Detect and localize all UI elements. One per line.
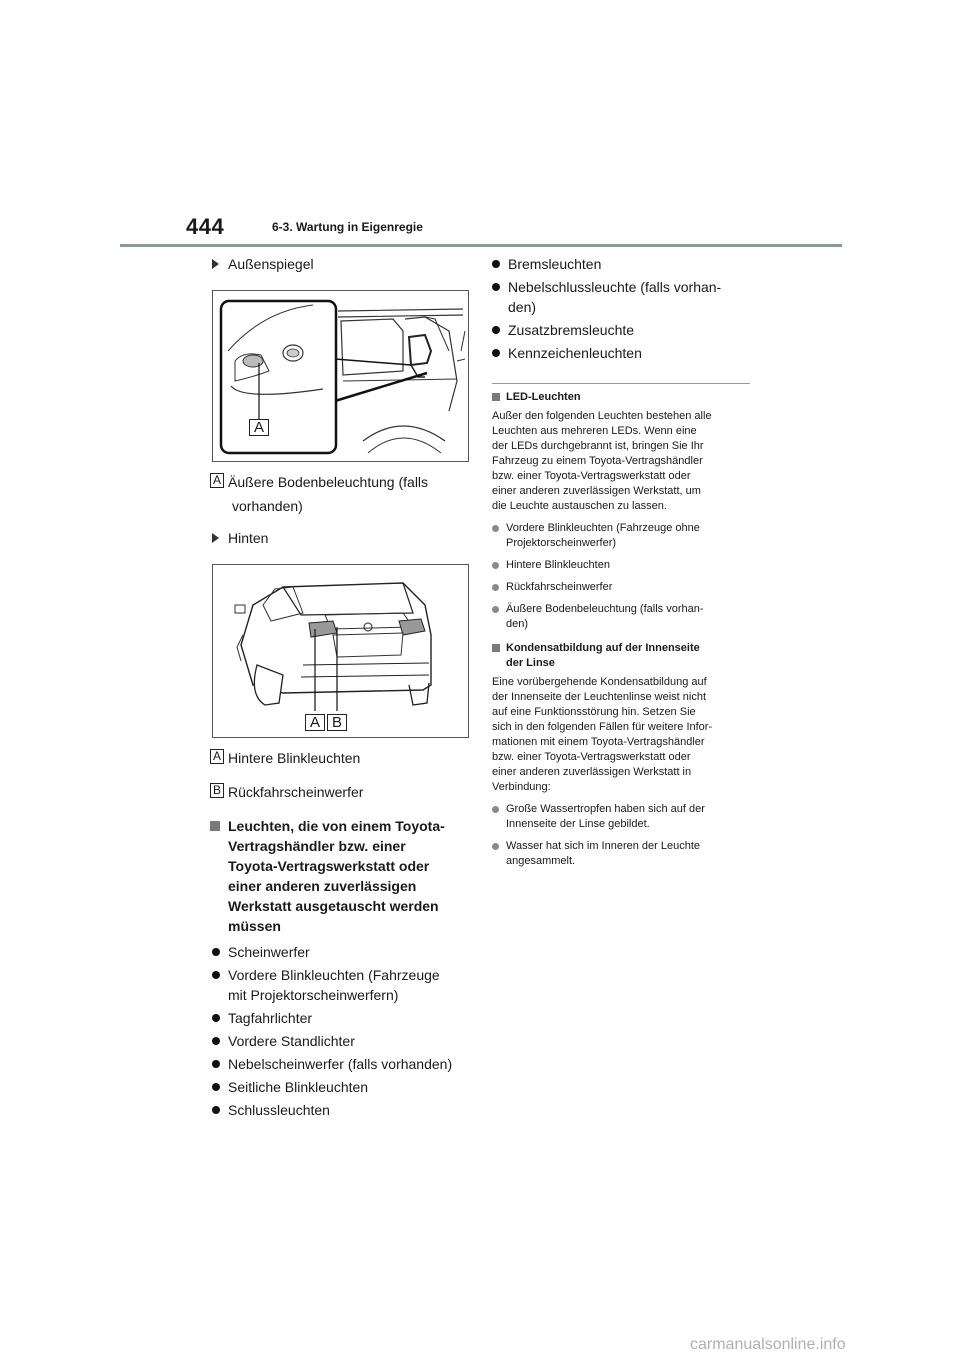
heading-line: Leuchten, die von einem Toyota- bbox=[228, 818, 445, 834]
square-bullet-icon bbox=[492, 393, 500, 401]
list-item-text: angesammelt. bbox=[506, 855, 576, 867]
paragraph-line: Leuchten aus mehreren LEDs. Wenn eine bbox=[492, 425, 697, 437]
label-text: Äußere Bodenbeleuchtung (falls bbox=[228, 474, 429, 490]
bullet-dot-icon bbox=[212, 1106, 220, 1114]
paragraph-line: mationen mit einem Toyota-Vertragshändler bbox=[492, 736, 705, 748]
rear-car-illustration bbox=[212, 564, 469, 738]
heading-line: müssen bbox=[228, 918, 281, 934]
list-item bbox=[490, 343, 755, 363]
list-item-text: Nebelscheinwerfer (falls vorhanden) bbox=[228, 1056, 453, 1072]
label-row-b2 bbox=[210, 780, 472, 804]
led-paragraph bbox=[492, 409, 755, 514]
list-item-text: Seitliche Blinkleuchten bbox=[228, 1079, 369, 1095]
bullet-dot-icon bbox=[212, 1060, 220, 1068]
bullet-dot-icon bbox=[492, 562, 499, 569]
list-item-text: Vordere Standlichter bbox=[228, 1033, 355, 1049]
list-item-text: Wasser hat sich im Inneren der Leuchte bbox=[506, 840, 701, 852]
list-item-text: Große Wassertropfen haben sich auf der bbox=[506, 803, 705, 815]
list-item bbox=[210, 1031, 472, 1051]
bullet-dot-icon bbox=[212, 1037, 220, 1045]
bullet-dot-icon bbox=[492, 283, 500, 291]
list-item bbox=[492, 558, 755, 573]
label-box-b: B bbox=[210, 783, 224, 798]
list-item-text: Vordere Blinkleuchten (Fahrzeuge ohne bbox=[506, 522, 700, 534]
paragraph-line: sich in den folgenden Fällen für weitere Infor- bbox=[492, 721, 713, 733]
heading-line: einer anderen zuverlässigen bbox=[228, 878, 417, 894]
list-item bbox=[210, 965, 472, 1005]
callout-a: A bbox=[249, 419, 269, 436]
list-item bbox=[490, 254, 755, 274]
bullet-dot-icon bbox=[492, 326, 500, 334]
bullet-dot-icon bbox=[492, 525, 499, 532]
bullet-dot-icon bbox=[492, 349, 500, 357]
list-item bbox=[210, 1100, 472, 1120]
label-box-a: A bbox=[210, 749, 224, 764]
paragraph-line: Fahrzeug zu einem Toyota-Vertragshändler bbox=[492, 455, 703, 467]
list-item-text: Innenseite der Linse gebildet. bbox=[506, 818, 650, 830]
label-text: Rückfahrscheinwerfer bbox=[228, 784, 364, 800]
list-item-text: Vordere Blinkleuchten (Fahrzeuge bbox=[228, 967, 440, 983]
list-item bbox=[492, 580, 755, 595]
bullet-dot-icon bbox=[212, 1083, 220, 1091]
label-row-a1 bbox=[210, 470, 472, 494]
watermark: carmanualsonline.info bbox=[690, 1336, 846, 1353]
triangle-bullet-icon bbox=[212, 533, 219, 543]
paragraph-line: Verbindung: bbox=[492, 781, 551, 793]
label-box-a: A bbox=[210, 473, 224, 488]
list-item-text: Kennzeichenleuchten bbox=[508, 345, 642, 361]
bullet-dot-icon bbox=[212, 971, 220, 979]
heading-text: LED-Leuchten bbox=[506, 391, 581, 403]
list-item-text: Tagfahrlichter bbox=[228, 1010, 313, 1026]
list-item-text: Scheinwerfer bbox=[228, 944, 310, 960]
list-item-text: Bremsleuchten bbox=[508, 256, 602, 272]
paragraph-line: Eine vorübergehende Kondensatbildung auf bbox=[492, 676, 707, 688]
list-item-text: den) bbox=[508, 299, 537, 315]
list-item-text: mit Projektorscheinwerfern) bbox=[228, 987, 399, 1003]
bullet-dot-icon bbox=[212, 948, 220, 956]
list-item bbox=[490, 320, 755, 340]
bullet-dot-icon bbox=[492, 606, 499, 613]
kondensat-paragraph bbox=[492, 675, 755, 795]
page-number: 444 bbox=[186, 214, 225, 239]
callout-b: B bbox=[327, 714, 347, 731]
paragraph-line: bzw. einer Toyota-Vertragswerkstatt oder bbox=[492, 751, 691, 763]
heading-text: der Linse bbox=[506, 657, 555, 669]
triangle-bullet-icon bbox=[212, 259, 219, 269]
subsection-label: Hinten bbox=[228, 530, 269, 546]
mirror-illustration bbox=[212, 290, 469, 462]
right-column bbox=[490, 254, 755, 869]
paragraph-line: einer anderen zuverlässigen Werkstatt in bbox=[492, 766, 692, 778]
list-item bbox=[210, 1008, 472, 1028]
list-item bbox=[492, 802, 755, 832]
list-item bbox=[492, 839, 755, 869]
heading-led bbox=[492, 390, 755, 405]
paragraph-line: Außer den folgenden Leuchten bestehen alle bbox=[492, 410, 712, 422]
heading-kondensat bbox=[492, 641, 755, 671]
bullet-dot-icon bbox=[492, 806, 499, 813]
list-item-text: Schlussleuchten bbox=[228, 1102, 330, 1118]
bullet-dot-icon bbox=[492, 260, 500, 268]
header-rule bbox=[120, 244, 842, 247]
list-item-text: Zusatzbremsleuchte bbox=[508, 322, 635, 338]
left-column bbox=[210, 254, 472, 1120]
list-item-text: Rückfahrscheinwerfer bbox=[506, 581, 613, 593]
callout-a: A bbox=[305, 714, 325, 731]
list-item-text: den) bbox=[506, 618, 529, 630]
square-bullet-icon bbox=[492, 644, 500, 652]
heading-text: Kondensatbildung auf der Innenseite bbox=[506, 642, 700, 654]
list-item bbox=[492, 521, 755, 551]
list-item bbox=[210, 1054, 472, 1074]
paragraph-line: die Leuchte austauschen zu lassen. bbox=[492, 500, 667, 512]
list-item bbox=[210, 942, 472, 962]
list-item-text: Äußere Bodenbeleuchtung (falls vorhan- bbox=[506, 603, 704, 615]
list-item bbox=[490, 277, 755, 317]
bullet-dot-icon bbox=[492, 843, 499, 850]
label-text-cont: vorhanden) bbox=[232, 498, 303, 514]
subsection-hinten bbox=[210, 528, 472, 548]
bullet-dot-icon bbox=[212, 1014, 220, 1022]
heading-replace-by-dealer bbox=[210, 816, 472, 936]
square-bullet-icon bbox=[210, 821, 220, 831]
section-title: 6-3. Wartung in Eigenregie bbox=[272, 220, 423, 234]
bullet-dot-icon bbox=[492, 584, 499, 591]
subsection-aussenspiegel bbox=[210, 254, 472, 274]
paragraph-line: der LEDs durchgebrannt ist, bringen Sie Ihr bbox=[492, 440, 704, 452]
list-item-text: Hintere Blinkleuchten bbox=[506, 559, 610, 571]
heading-line: Toyota-Vertragswerkstatt oder bbox=[228, 858, 430, 874]
paragraph-line: der Innenseite der Leuchtenlinse weist nicht bbox=[492, 691, 707, 703]
subsection-label: Außenspiegel bbox=[228, 256, 314, 272]
heading-line: Vertragshändler bzw. einer bbox=[228, 838, 406, 854]
rear-car-drawing bbox=[213, 565, 468, 737]
list-item-text: Projektorscheinwerfer) bbox=[506, 537, 617, 549]
paragraph-line: auf eine Funktionsstörung hin. Setzen Sie bbox=[492, 706, 696, 718]
heading-line: Werkstatt ausgetauscht werden bbox=[228, 898, 439, 914]
paragraph-line: einer anderen zuverlässigen Werkstatt, um bbox=[492, 485, 701, 497]
list-item bbox=[492, 602, 755, 632]
label-text: Hintere Blinkleuchten bbox=[228, 750, 361, 766]
list-item-text: Nebelschlussleuchte (falls vorhan- bbox=[508, 279, 722, 295]
list-item bbox=[210, 1077, 472, 1097]
paragraph-line: bzw. einer Toyota-Vertragswerkstatt oder bbox=[492, 470, 691, 482]
section-divider bbox=[492, 383, 750, 384]
label-row-a2 bbox=[210, 746, 472, 770]
